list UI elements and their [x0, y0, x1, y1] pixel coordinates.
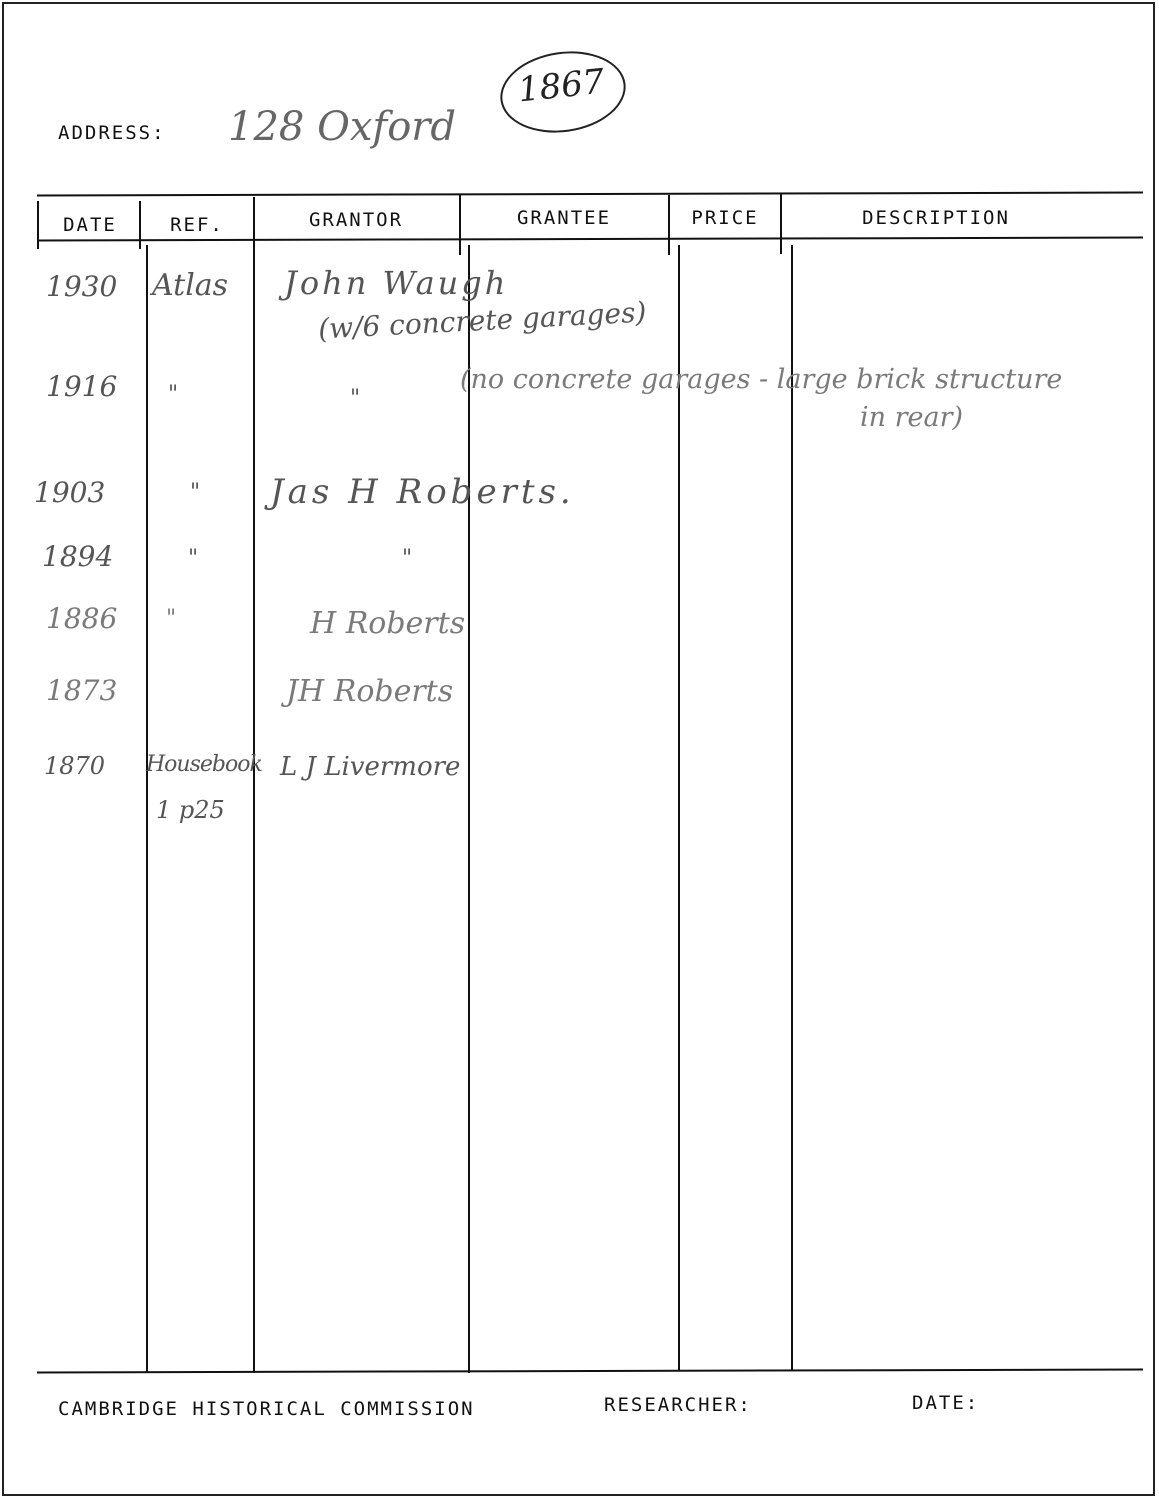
row-2-ref: "	[168, 382, 179, 407]
address-value: 128 Oxford	[228, 104, 457, 150]
row-3-grantor: Jas H Roberts.	[270, 472, 575, 512]
row-5-grantor: H Roberts	[310, 606, 466, 641]
column-header-ref: REF.	[170, 214, 224, 236]
row-3-date: 1903	[34, 476, 106, 509]
row-6-grantor: JH Roberts	[286, 674, 454, 709]
header-divider-1	[139, 201, 141, 249]
row-1-grantor: John Waugh	[284, 264, 509, 302]
footer-organization: CAMBRIDGE HISTORICAL COMMISSION	[58, 1398, 475, 1420]
header-divider-price	[780, 194, 782, 254]
header-divider-grantor	[459, 195, 461, 255]
row-4-grantor: "	[402, 546, 413, 571]
row-7-ref: Housebook	[146, 752, 262, 777]
row-1-date: 1930	[46, 270, 118, 303]
column-divider-grantee-price	[678, 245, 680, 1371]
circled-year: 1867	[516, 61, 607, 111]
column-divider-date-ref	[146, 245, 148, 1373]
column-header-description: DESCRIPTION	[862, 207, 1010, 229]
row-2-grantor: "	[350, 386, 361, 411]
row-4-date: 1894	[42, 540, 114, 573]
column-header-price: PRICE	[691, 207, 759, 229]
row-7-grantor: L J Livermore	[280, 752, 461, 782]
row-4-ref: "	[188, 546, 199, 571]
column-header-grantee: GRANTEE	[516, 207, 612, 229]
row-7-ref-page: 1 p25	[156, 796, 225, 824]
row-7-date: 1870	[44, 752, 106, 780]
row-2-note-continued: in rear)	[860, 402, 964, 433]
footer-researcher-label: RESEARCHER:	[604, 1394, 752, 1416]
header-divider-grantee	[668, 195, 670, 255]
footer-date-label: DATE:	[912, 1392, 980, 1414]
column-divider-ref-grantor	[253, 197, 255, 1373]
row-2-note: (no concrete garages - large brick structure	[460, 364, 1063, 395]
row-1-ref: Atlas	[152, 268, 229, 303]
column-header-date: DATE	[63, 214, 117, 236]
row-1-note: (w/6 concrete garages)	[317, 295, 648, 346]
header-divider-left	[37, 201, 39, 249]
row-6-date: 1873	[46, 674, 118, 707]
column-divider-price-description	[791, 245, 793, 1371]
row-5-date: 1886	[46, 602, 118, 635]
column-divider-grantor-grantee	[468, 245, 470, 1373]
row-3-ref: "	[190, 480, 201, 505]
row-2-date: 1916	[46, 370, 118, 403]
address-label: ADDRESS:	[58, 122, 166, 144]
column-header-grantor: GRANTOR	[308, 209, 404, 231]
row-5-ref: "	[166, 606, 177, 631]
